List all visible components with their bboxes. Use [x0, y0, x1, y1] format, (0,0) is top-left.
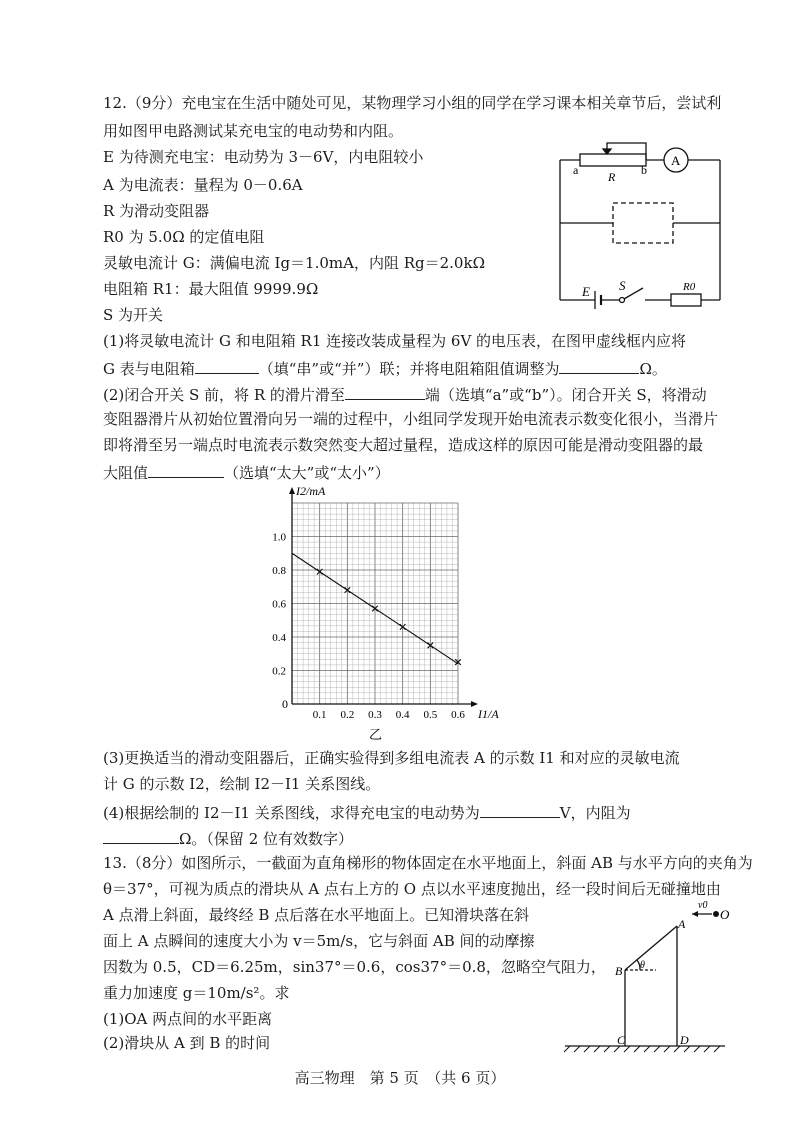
q12-item-A: A 为电流表：量程为 0－0.6A: [103, 176, 303, 194]
q12-part1-text-c: Ω。: [639, 360, 667, 378]
chart-y-tick-label: 0.8: [272, 565, 286, 577]
q12-part2-text-a: (2)闭合开关 S 前，将 R 的滑片滑至: [103, 386, 345, 404]
chart-x-tick-label: 0.2: [340, 709, 355, 721]
q12-item-G: 灵敏电流计 G：满偏电流 Ig＝1.0mA，内阻 Rg＝2.0kΩ: [103, 254, 486, 272]
rheostat-slider-wire: [607, 143, 646, 160]
q12-part4-line2: [103, 827, 353, 849]
chart-y-label: I2/mA: [296, 484, 326, 498]
switch-contact: [620, 298, 625, 303]
chart-x-tick-label: 0.1: [312, 709, 327, 721]
chart-x-tick-label: 0.3: [368, 709, 382, 721]
chart-y-tick-label: 1.0: [272, 531, 286, 544]
ground-hatching: [564, 1046, 720, 1052]
circuit-label-R0: R0: [683, 281, 696, 293]
q13-part1: (1)OA 两点间的水平距离: [103, 1010, 273, 1028]
answer-blank-connection[interactable]: [195, 357, 259, 374]
q12-intro-line2: 用如图甲电路测试某充电宝的电动势和内阻。: [103, 122, 404, 140]
fig13-label-A: A: [678, 917, 686, 931]
q12-item-R: R 为滑动变阻器: [103, 202, 210, 220]
resistor-R0-body: [671, 294, 701, 306]
q12-part1-text-a: G 表与电阻箱: [103, 360, 195, 378]
q12-part2-line1: [103, 383, 707, 405]
q12-intro-line1: 12.（9分）充电宝在生活中随处可见，某物理学习小组的同学在学习课本相关章节后，尝试利: [103, 94, 722, 112]
fig13-label-O: O: [720, 907, 730, 922]
circuit-label-R: R: [608, 170, 616, 184]
circuit-label-a: a: [573, 163, 579, 177]
answer-blank-resistance[interactable]: [559, 357, 639, 374]
dashed-box: [613, 203, 673, 243]
circuit-label-b: b: [641, 163, 647, 177]
i2-i1-chart: [260, 483, 540, 745]
velocity-arrowhead: [692, 911, 698, 917]
q12-part2-text-b: 端（选填“a”或“b”）。闭合开关 S，将滑动: [424, 386, 707, 404]
q13-line4: 面上 A 点瞬间的速度大小为 v＝5m/s，它与斜面 AB 间的动摩擦: [103, 932, 535, 950]
chart-y-tick-label: 0.4: [272, 632, 286, 644]
chart-grid: [292, 503, 458, 704]
chart-origin-label: 0: [282, 697, 288, 711]
q12-item-E: E 为待测充电宝：电动势为 3－6V，内电阻较小: [103, 148, 424, 166]
chart-x-tick-label: 0.4: [395, 709, 410, 721]
circuit-diagram: [555, 140, 725, 315]
q12-part2-line4: [103, 461, 390, 483]
circuit-label-E: E: [582, 284, 590, 299]
chart-y-axis-arrow: [289, 487, 295, 494]
answer-blank-internal-resistance[interactable]: [103, 827, 179, 844]
circuit-label-S: S: [619, 278, 626, 293]
chart-caption: 乙: [369, 727, 383, 742]
q12-part2-text-c: 大阻值: [103, 464, 149, 482]
page-footer: 高三物理 第 5 页 （共 6 页）: [294, 1069, 506, 1087]
fig13-label-D: D: [680, 1033, 689, 1047]
incline-AB: [625, 926, 677, 970]
q12-part4-line1: [103, 801, 631, 823]
q12-item-S: S 为开关: [103, 306, 164, 324]
chart-x-tick-label: 0.6: [451, 709, 465, 721]
chart-y-tick-label: 0.6: [272, 598, 286, 611]
chart-x-label: I1/A: [478, 707, 499, 721]
q12-part4-text-b: V，内阻为: [559, 804, 631, 822]
fig13-label-v0: v0: [698, 900, 708, 911]
chart-axes: [289, 487, 478, 707]
q12-part2-text-d: （选填“太大”或“太小”）: [224, 464, 390, 482]
q13-line2: θ＝37°，可视为质点的滑块从 A 点右上方的 O 点以水平速度抛出，经一段时间后无碰撞地由: [103, 880, 721, 898]
q12-item-R0: R0 为 5.0Ω 的定值电阻: [103, 228, 265, 246]
q12-part1-line1: (1)将灵敏电流计 G 和电阻箱 R1 连接改装成量程为 6V 的电压表，在图甲虚线框内应将: [103, 332, 687, 350]
circuit-label-A: A: [671, 153, 681, 168]
q12-item-R1: 电阻箱 R1：最大阻值 9999.9Ω: [103, 280, 319, 298]
point-O-dot: [713, 911, 719, 917]
q13-line1: 13.（8分）如图所示，一截面为直角梯形的物体固定在水平地面上，斜面 AB 与水平方向的夹角为: [103, 854, 753, 872]
answer-blank-max-resistance[interactable]: [148, 461, 224, 478]
trapezoid-figure: [560, 898, 730, 1058]
chart-y-tick-label: 0.2: [272, 665, 286, 678]
q12-part3-line2: 计 G 的示数 I2，绘制 I2－I1 关系图线。: [103, 775, 381, 793]
chart-x-tick-label: 0.5: [423, 709, 438, 721]
q13-line5: 因数为 0.5，CD＝6.25m，sin37°＝0.6，cos37°＝0.8，忽略空气阻力，: [103, 958, 606, 976]
rheostat-slider-arrow: [603, 149, 611, 154]
chart-x-axis-arrow: [471, 701, 478, 707]
switch-lever: [624, 288, 643, 299]
q13-line3: A 点滑上斜面，最终经 B 点后落在水平地面上。已知滑块落在斜: [103, 906, 530, 924]
q12-part1-text-b: （填“串”或“并”）联；并将电阻箱阻值调整为: [258, 360, 560, 378]
q12-part3-line1: (3)更换适当的滑动变阻器后，正确实验得到多组电流表 A 的示数 I1 和对应的灵敏电流: [103, 749, 680, 767]
q12-part2-line3: 即将滑至另一端点时电流表示数突然变大超过量程，造成这样的原因可能是滑动变阻器的最: [103, 436, 704, 454]
rheostat-body: [580, 154, 646, 166]
q13-part2: (2)滑块从 A 到 B 的时间: [103, 1034, 271, 1052]
answer-blank-emf[interactable]: [480, 801, 560, 818]
fig13-label-theta: θ: [640, 960, 645, 971]
fig13-label-C: C: [617, 1033, 626, 1047]
answer-blank-slider-end[interactable]: [345, 383, 425, 400]
q12-part4-text-a: (4)根据绘制的 I2－I1 关系图线，求得充电宝的电动势为: [103, 804, 480, 822]
q13-line6: 重力加速度 g＝10m/s²。求: [103, 984, 290, 1002]
q12-part4-text-c: Ω。（保留 2 位有效数字）: [179, 830, 354, 848]
fig13-label-B: B: [615, 964, 623, 978]
q12-part2-line2: 变阻器滑片从初始位置滑向另一端的过程中，小组同学发现开始电流表示数变化很小，当滑片: [103, 410, 719, 428]
q12-part1-line2: [103, 357, 667, 379]
